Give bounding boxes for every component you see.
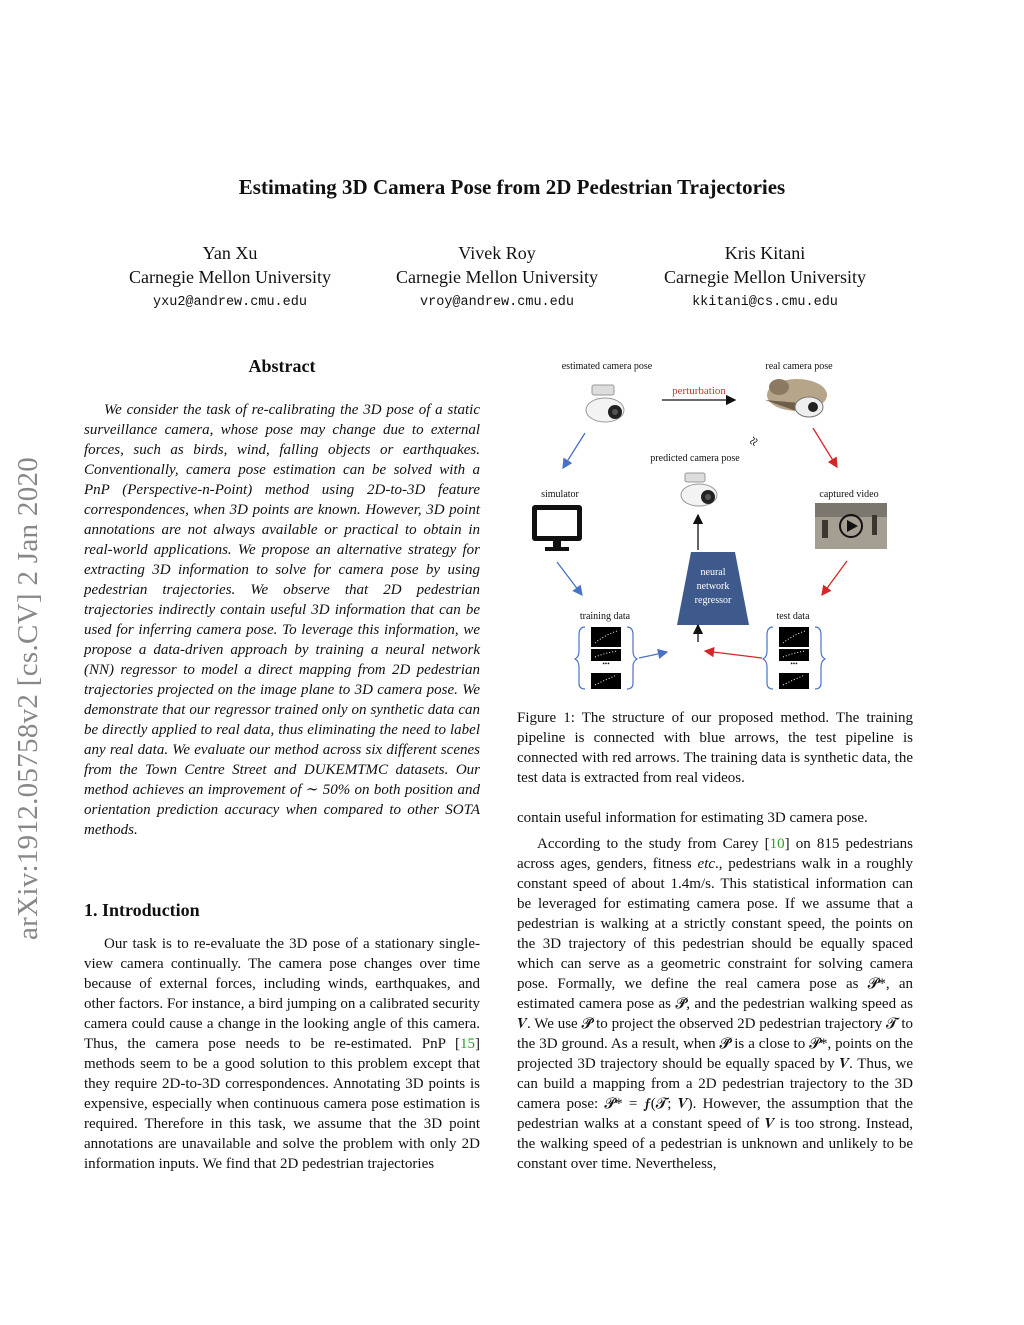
author-name: Yan Xu [202, 243, 258, 263]
text-run: etc [697, 856, 716, 872]
text-run: ., pedestrians walk in a roughly constant speed of about 1.4m/s. This statistical information can be leveraged for estimating camera pose. If we assume that a pedestrian is walking at a strictly constant speed, the points on the 3D trajectory of this pedestrian should be equally spaced which can serve as a geometric constraint for solving camera pose. Formally, we define the real camera pose as 𝓟*, an estimated camera pose as 𝓟̃, and the pedestrian walking speed as 𝑽. We use 𝓟̃ to project the observed 2D pedestrian trajectory 𝓣 to the 3D ground. As a result, when 𝓟̃ is a close to 𝓟*, points on the projected 3D trajectory should be equally spaced by 𝑽. Thus, we can build a mapping from a 2D pedestrian trajectory to the 3D camera pose: 𝓟* = 𝒇(𝓣; 𝑽). However, the assumption that the pedestrian walks at a constant speed of 𝑽 is too strong. Instead, the walking speed of a pedestrian is unknown and unlikely to be constant over time. Nevertheless, [517, 856, 914, 1172]
author-block [635, 241, 895, 310]
author-affiliation: Carnegie Mellon University [664, 267, 866, 287]
blue-arrow [563, 433, 585, 468]
blue-arrow [639, 652, 667, 658]
abstract-heading: Abstract [248, 356, 316, 376]
blue-arrow [557, 562, 582, 595]
label-estimated: estimated camera pose [561, 361, 653, 372]
label-nn-2: network [696, 581, 730, 592]
monitor-icon [532, 505, 582, 551]
citation-link[interactable]: 15 [460, 1036, 475, 1052]
paper-title: Estimating 3D Camera Pose from 2D Pedestrian Trajectories [238, 175, 786, 199]
author-name: Kris Kitani [724, 243, 806, 263]
author-affiliation: Carnegie Mellon University [129, 267, 331, 287]
body-paragraph [517, 834, 913, 1174]
abstract-text: We consider the task of re-calibrating the 3D pose of a static surveillance camera, whose pose may change due to external forces, such as birds, wind, falling objects or earthquakes. Conventionally, camera pose estimation can be solved with a PnP (Perspective-n-Point) method using 2D-to-3D feature correspondences, when 3D points are known. However, 3D point annotations are not always available or practical to obtain in real-world applications. We propose an alternative strategy for extracting 3D information to solve for camera pose by using pedestrian trajectories. We observe that 2D pedestrian trajectories indirectly contain useful 3D information that can be used for inferring camera pose. To leverage this information, we propose a data-driven approach by training a neural network (NN) regressor to model a direct mapping from 2D pedestrian trajectories projected on the image plane to 3D camera pose. We demonstrate that our regressor trained only on synthetic data can be directly applied to real data, thus eliminating the need to label any real data. We evaluate our method across six different scenes from the Town Centre Street and DUKEMTMC datasets. Our method achieves an improvement of ∼ 50% on both position and orientation prediction accuracy when compared to other SOTA methods. [84, 402, 480, 838]
video-frame-icon [815, 503, 887, 549]
text-run: According to the study from Carey [ [537, 836, 770, 852]
training-data-thumbnails [575, 627, 637, 689]
intro-paragraph [84, 934, 480, 1174]
real-camera-bird-icon [765, 379, 827, 417]
text-run: Our task is to re-evaluate the 3D pose of a stationary single-view camera continually. The camera pose changes over time because of external forces, including winds, earthquakes, and other factors. For instance, a bird jumping on a calibrated security camera could cause a change in the looking angle of this camera. Thus, the camera pose needs to be re-estimated. PnP [ [84, 936, 480, 1052]
section-heading: 1. Introduction [84, 900, 200, 920]
label-dots: ••• [790, 660, 798, 668]
figure-1 [517, 355, 917, 695]
red-arrow [813, 428, 837, 467]
author-block [100, 241, 360, 310]
author-email: yxu2@andrew.cmu.edu [153, 295, 307, 310]
label-dots: ••• [602, 660, 610, 668]
text-run: ] methods seem to be a good solution to this problem except that they require 2D-to-3D correspondences. Annotating 3D points is expensive, especially when continuous camera pose estimation is required. Therefore in this task, we assume that the 3D point annotations are unavailable and solve the problem with only 2D information inputs. We find that 2D pedestrian trajectories [84, 1036, 480, 1172]
red-arrow [705, 651, 762, 658]
label-real: real camera pose [765, 361, 833, 372]
text-run: ] on 815 pedestrians across ages, genders, fitness [517, 836, 913, 872]
label-predicted: predicted camera pose [650, 453, 740, 464]
author-email: kkitani@cs.cmu.edu [692, 295, 838, 310]
continuation-text: contain useful information for estimating 3D camera pose. [517, 810, 868, 826]
author-name: Vivek Roy [458, 243, 536, 263]
author-affiliation: Carnegie Mellon University [396, 267, 598, 287]
label-simulator: simulator [541, 489, 579, 500]
author-block [367, 241, 627, 310]
arxiv-stamp: arXiv:1912.05758v2 [cs.CV] 2 Jan 2020 [12, 456, 44, 940]
author-email: vroy@andrew.cmu.edu [420, 295, 574, 310]
figure-diagram [517, 355, 917, 695]
label-nn-1: neural [700, 567, 726, 578]
label-perturbation: perturbation [672, 385, 726, 397]
figure-caption: Figure 1: The structure of our proposed method. The training pipeline is connected with blue arrows, the test pipeline is connected with red arrows. The training data is synthetic data, the test data is extracted from real videos. [517, 710, 913, 786]
label-nn-3: regressor [694, 595, 732, 606]
citation-link[interactable]: 10 [769, 836, 785, 852]
label-training: training data [579, 611, 631, 622]
red-arrow [822, 561, 847, 595]
label-captured: captured video [819, 489, 879, 500]
label-approx: ≈ [745, 433, 765, 450]
label-test: test data [776, 611, 810, 622]
estimated-camera-icon [586, 385, 624, 422]
test-data-thumbnails [763, 627, 825, 689]
predicted-camera-icon [681, 473, 717, 506]
